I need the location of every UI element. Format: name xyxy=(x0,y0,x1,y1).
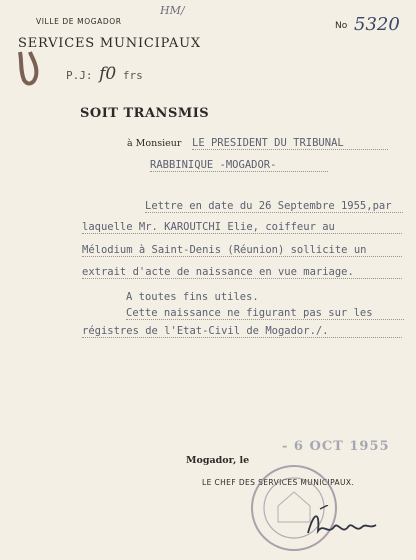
place-date-label: Mogador, le xyxy=(186,455,250,466)
body-line-5: A toutes fins utiles. xyxy=(126,291,259,303)
recipient-salutation: à Monsieur xyxy=(127,138,182,149)
body-line-1: Lettre en date du 26 Septembre 1955,par xyxy=(145,200,403,213)
pj-label: P.J: xyxy=(66,69,93,82)
city-name: VILLE DE MOGADOR xyxy=(36,17,122,26)
body-line-4: extrait d'acte de naissance en vue mariage. xyxy=(82,266,402,279)
body-line-3: Mélodium à Saint-Denis (Réunion) sollicite un xyxy=(82,244,402,257)
pj-line xyxy=(66,64,143,84)
document-title: SOIT TRANSMIS xyxy=(80,106,210,121)
department-name: SERVICES MUNICIPAUX xyxy=(18,36,201,51)
number-value: 5320 xyxy=(354,14,400,35)
pj-value: f0 xyxy=(99,64,117,84)
hm-mark: HM/ xyxy=(160,4,185,17)
signatory-title: LE CHEF DES SERVICES MUNICIPAUX. xyxy=(202,478,355,487)
body-line-7: régistres de l'Etat-Civil de Mogador./. xyxy=(82,325,402,338)
signature xyxy=(300,505,380,545)
body-line-2: laquelle Mr. KAROUTCHI Elie, coiffeur au xyxy=(82,221,402,234)
number-label: No xyxy=(335,21,348,31)
date-stamp: - 6 OCT 1955 xyxy=(282,439,390,454)
recipient-line-1: LE PRESIDENT DU TRIBUNAL xyxy=(192,137,388,150)
pj-unit: frs xyxy=(122,69,143,82)
recipient-line-2: RABBINIQUE -MOGADOR- xyxy=(150,159,328,172)
body-line-6: Cette naissance ne figurant pas sur les xyxy=(126,307,404,320)
ink-stain-mark xyxy=(10,50,50,90)
